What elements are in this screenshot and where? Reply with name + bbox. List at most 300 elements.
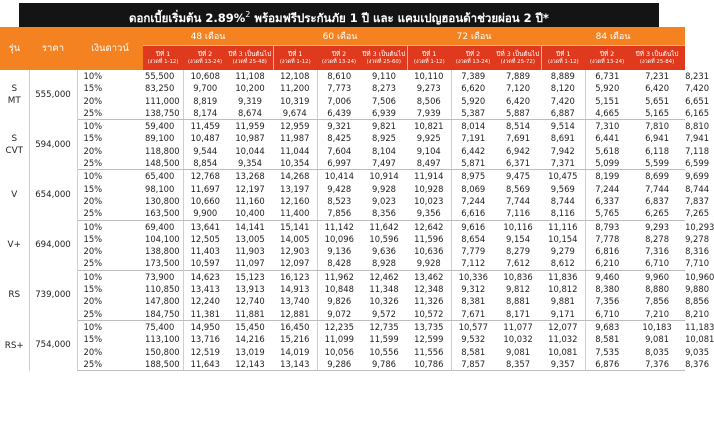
installment-cell: 12,599 [407, 333, 451, 345]
installment-cell: 9,428 [327, 183, 352, 194]
installment-cell: 12,519 [190, 346, 220, 357]
installment-cell: 9,928 [372, 183, 397, 194]
installment-cell: 8,854 [183, 157, 227, 170]
down-percent-cell: 25% [77, 207, 143, 220]
installment-cell: 9,136 [327, 246, 352, 257]
installment-cell: 5,651 [645, 95, 670, 106]
installment-cell: 5,920 [595, 83, 620, 94]
installment-cell: 10,928 [407, 183, 451, 195]
installment-cell: 10,572 [407, 308, 451, 321]
installment-cell: 11,962 [324, 271, 354, 282]
installment-cell: 8,744 [541, 195, 585, 207]
installment-cell: 8,881 [506, 296, 531, 307]
installment-cell: 11,381 [183, 308, 227, 321]
installment-cell: 8,569 [506, 183, 531, 194]
down-amount-cell: 163,500 [143, 207, 183, 220]
down-amount-cell: 118,800 [143, 145, 183, 157]
installment-cell: 14,913 [273, 283, 317, 295]
installment-cell: 13,735 [407, 320, 451, 333]
header-year-cell [495, 46, 541, 71]
installment-cell: 5,920 [461, 95, 486, 106]
installment-cell: 11,326 [407, 295, 451, 307]
installment-cell: 7,244 [461, 195, 486, 206]
table-row: 15% 113,100 13,716 14,216 15,216 11,099 11,599 12,599 9,532 10,032 11,032 8,581 9,081 10,081 [0, 333, 685, 345]
installment-cell: 10,821 [407, 120, 451, 133]
installment-cell: 10,096 [324, 233, 354, 244]
table-row: RS 739,000 10% 73,900 14,623 15,123 16,123 11,962 12,462 13,462 10,336 10,836 11,836 9,460 9,960 10,960 [0, 270, 685, 283]
table-row: S MT 555,000 10% 55,500 10,608 11,108 12,108 8,610 9,110 10,110 7,389 7,889 8,889 6,731 7,231 8,231 [0, 70, 685, 82]
installment-cell: 9,312 [461, 284, 486, 295]
model-cell [0, 70, 29, 120]
installment-cell: 9,821 [372, 121, 397, 132]
header-year-cell [143, 46, 183, 71]
header-year-label: ปีที่ 2 [599, 50, 615, 58]
installment-cell: 13,641 [190, 221, 220, 232]
installment-cell: 12,077 [541, 320, 585, 333]
down-amount-cell: 98,100 [143, 183, 183, 195]
installment-cell: 10,848 [324, 284, 354, 295]
header-year-label: ปีที่ 3 เป็นต้นไป [228, 50, 272, 58]
down-percent-cell: 10% [83, 121, 103, 132]
installment-cell: 7,497 [361, 157, 407, 170]
installment-cell: 10,636 [407, 245, 451, 257]
header-year-cell [407, 46, 451, 71]
installment-cell: 11,903 [235, 246, 265, 257]
header-year-label: ปีที่ 2 [465, 50, 481, 58]
installment-cell: 6,941 [645, 133, 670, 144]
installment-cell: 7,691 [506, 133, 531, 144]
installment-cell: 7,856 [317, 207, 361, 220]
installment-cell: 9,072 [317, 308, 361, 321]
installment-cell: 9,881 [541, 295, 585, 307]
down-amount-cell: 69,400 [143, 220, 183, 233]
header-year-cell [541, 46, 585, 71]
installment-cell: 7,857 [451, 358, 495, 371]
header-installment-range: (งวดที่ 25-60) [366, 59, 401, 65]
installment-cell: 7,006 [327, 95, 352, 106]
installment-cell: 10,414 [324, 171, 354, 182]
installment-cell: 7,773 [327, 83, 352, 94]
installment-cell: 13,462 [407, 270, 451, 283]
installment-cell: 6,731 [595, 71, 620, 81]
header-installment-range: (งวดที่ 13-24) [187, 59, 223, 65]
header-year-label: ปีที่ 3 เป็นต้นไป [635, 50, 679, 58]
installment-cell: 8,014 [461, 121, 486, 132]
installment-cell: 12,462 [369, 271, 399, 282]
installment-cell: 5,151 [595, 95, 620, 106]
installment-cell: 8,928 [361, 257, 407, 270]
installment-cell: 10,914 [369, 171, 399, 182]
installment-cell: 7,231 [645, 71, 670, 81]
header-installment-range: (งวดที่ 1-12) [147, 59, 179, 65]
table-body [0, 70, 714, 371]
installment-cell: 7,310 [595, 121, 620, 132]
table-row: 20% 118,800 9,544 10,044 11,044 7,604 8,104 9,104 6,442 6,942 7,942 5,618 6,118 7,118 [0, 145, 685, 157]
down-amount-cell: 89,100 [143, 132, 183, 144]
installment-cell: 8,356 [361, 207, 407, 220]
installment-cell: 9,319 [238, 95, 262, 106]
down-amount-cell: 184,750 [143, 308, 183, 321]
installment-cell: 10,032 [503, 334, 533, 345]
installment-cell: 7,116 [495, 207, 541, 220]
table-row: V 654,000 10% 65,400 12,768 13,268 14,268 10,414 10,914 11,914 8,975 9,475 10,475 8,199 8,699 9,699 [0, 170, 685, 183]
banner-offer-text: พร้อมฟรีประกันภัย 1 ปี และ แคมเปญฮอนด้าช่วยผ่อน 2 ปี* [254, 10, 549, 25]
installment-cell: 8,523 [327, 195, 352, 206]
installment-cell: 9,475 [506, 171, 531, 182]
model-name: S [11, 83, 18, 94]
header-installment-range: (งวดที่ 1-12) [547, 59, 579, 65]
installment-cell: 14,950 [190, 321, 220, 332]
installment-cell: 5,765 [585, 207, 629, 220]
installment-cell: 7,810 [645, 121, 670, 132]
installment-cell: 12,959 [273, 120, 317, 133]
installment-cell: 5,387 [451, 107, 495, 120]
installment-cell: 6,420 [506, 95, 531, 106]
header-year-cell [227, 46, 273, 71]
installment-cell: 8,793 [595, 221, 620, 232]
installment-cell: 5,099 [585, 157, 629, 170]
installment-cell: 8,699 [645, 171, 670, 182]
installment-cell: 12,143 [227, 358, 273, 371]
installment-cell: 7,389 [461, 71, 486, 81]
installment-cell: 8,612 [541, 257, 585, 270]
installment-cell: 11,032 [541, 333, 585, 345]
installment-cell: 6,997 [317, 157, 361, 170]
price-cell: 694,000 [29, 220, 77, 270]
header-year-cell [629, 46, 685, 71]
header-down-payment: เงินดาวน์ [77, 27, 143, 70]
installment-cell: 7,316 [645, 246, 670, 257]
installment-cell: 8,273 [372, 83, 397, 94]
installment-cell: 9,925 [407, 132, 451, 144]
header-model: รุ่น [0, 27, 29, 70]
installment-cell: 11,914 [407, 170, 451, 183]
installment-cell: 9,286 [317, 358, 361, 371]
down-percent-cell: 25% [77, 107, 143, 120]
installment-cell: 6,442 [461, 145, 486, 156]
installment-cell: 10,326 [369, 296, 399, 307]
down-percent-cell: 20% [83, 145, 103, 156]
installment-cell: 7,612 [495, 257, 541, 270]
installment-cell: 8,610 [327, 71, 352, 81]
installment-cell: 12,160 [273, 195, 317, 207]
installment-cell: 7,671 [451, 308, 495, 321]
down-percent-cell: 15% [83, 334, 103, 345]
installment-cell: 7,856 [645, 296, 670, 307]
installment-cell: 10,354 [273, 157, 317, 170]
installment-cell: 6,441 [595, 133, 620, 144]
installment-cell: 10,987 [235, 133, 265, 144]
installment-cell: 10,608 [190, 71, 220, 81]
installment-cell: 8,654 [461, 233, 486, 244]
down-percent-cell: 10% [83, 221, 103, 232]
installment-cell: 7,371 [541, 157, 585, 170]
installment-cell: 12,881 [273, 308, 317, 321]
installment-cell: 6,118 [645, 145, 670, 156]
installment-cell: 12,642 [407, 220, 451, 233]
installment-cell: 5,887 [495, 107, 541, 120]
installment-cell: 7,244 [595, 183, 620, 194]
installment-cell: 9,110 [372, 71, 397, 81]
installment-cell: 9,636 [372, 246, 397, 257]
installment-cell: 9,279 [541, 245, 585, 257]
installment-cell: 15,141 [273, 220, 317, 233]
table-row: S CVT 594,000 10% 59,400 11,459 11,959 12,959 9,321 9,821 10,821 8,014 8,514 9,514 7,310 7,810 8,810 [0, 120, 685, 133]
header-term-60: 60 เดือน [273, 27, 407, 46]
table-row: 25% 188,500 11,643 12,143 13,143 9,286 9,786 10,786 7,857 8,357 9,357 6,876 7,376 8,376 [0, 358, 685, 371]
model-name: V+ [7, 240, 21, 251]
installment-cell: 8,691 [541, 132, 585, 144]
installment-table [0, 27, 714, 371]
installment-cell: 9,616 [461, 221, 486, 232]
table-row: 25% 184,750 11,381 11,881 12,881 9,072 9,572 10,572 7,671 8,171 9,171 6,710 7,210 8,210 [0, 308, 685, 321]
installment-cell: 11,142 [324, 221, 354, 232]
installment-cell: 9,081 [645, 334, 670, 345]
installment-cell: 8,357 [495, 358, 541, 371]
installment-cell: 11,987 [273, 132, 317, 144]
installment-cell: 6,942 [506, 145, 531, 156]
installment-cell: 9,460 [595, 271, 620, 282]
installment-cell: 6,616 [451, 207, 495, 220]
model-cell [0, 170, 29, 220]
installment-cell: 10,044 [235, 145, 265, 156]
installment-cell: 12,240 [190, 296, 220, 307]
down-amount-cell: 147,800 [143, 295, 183, 307]
table-row: 25% 148,500 8,854 9,354 10,354 6,997 7,497 8,497 5,871 6,371 7,371 5,099 5,599 6,599 [0, 157, 685, 170]
installment-cell: 9,674 [273, 107, 317, 120]
installment-cell: 5,599 [629, 157, 685, 170]
installment-cell: 7,889 [506, 71, 531, 81]
installment-cell: 8,199 [595, 171, 620, 182]
installment-cell: 8,425 [327, 133, 352, 144]
installment-cell: 9,357 [541, 358, 585, 371]
installment-cell: 8,380 [595, 284, 620, 295]
price-cell: 754,000 [29, 320, 77, 370]
header-year-label: ปีที่ 2 [331, 50, 347, 58]
down-amount-cell: 104,100 [143, 233, 183, 245]
installment-cell: 10,596 [369, 233, 399, 244]
installment-cell: 11,643 [183, 358, 227, 371]
down-percent-cell: 10% [83, 71, 103, 81]
installment-cell: 8,880 [645, 284, 670, 295]
installment-cell: 10,556 [369, 346, 399, 357]
installment-cell: 14,268 [273, 170, 317, 183]
header-year-label: ปีที่ 1 [556, 50, 571, 58]
header-year-cell [585, 46, 629, 71]
installment-cell: 9,700 [193, 83, 218, 94]
installment-cell: 9,356 [407, 207, 451, 220]
installment-cell: 6,887 [541, 107, 585, 120]
header-installment-range: (งวดที่ 1-12) [413, 59, 445, 65]
header-term-72: 72 เดือน [407, 27, 541, 46]
header-year-label: ปีที่ 1 [155, 50, 171, 58]
model-name: V [11, 189, 18, 200]
installment-cell: 9,104 [407, 145, 451, 157]
installment-cell: 8,819 [193, 95, 218, 106]
price-cell: 555,000 [29, 70, 77, 120]
down-amount-cell: 138,750 [143, 107, 183, 120]
installment-cell: 7,535 [595, 346, 620, 357]
installment-cell: 7,120 [506, 83, 531, 94]
table-row: 15% 110,850 13,413 13,913 14,913 10,848 11,348 12,348 9,312 9,812 10,812 8,380 8,880 9,880 [0, 283, 685, 295]
down-percent-cell: 15% [83, 83, 103, 94]
down-percent-cell: 15% [83, 284, 103, 295]
down-amount-cell: 55,500 [143, 70, 183, 82]
installment-cell: 9,683 [595, 321, 620, 332]
down-percent-cell: 20% [83, 95, 103, 106]
table-row: 15% 89,100 10,487 10,987 11,987 8,425 8,925 9,925 7,191 7,691 8,691 6,441 6,941 7,941 [0, 132, 685, 144]
installment-cell: 10,056 [324, 346, 354, 357]
installment-cell: 10,023 [407, 195, 451, 207]
installment-cell: 9,532 [461, 334, 486, 345]
header-year-label: ปีที่ 2 [197, 50, 213, 58]
installment-cell: 10,475 [541, 170, 585, 183]
header-year-label: ปีที่ 3 เป็นต้นไป [362, 50, 406, 58]
down-amount-cell: 130,800 [143, 195, 183, 207]
installment-cell: 12,348 [407, 283, 451, 295]
installment-cell: 13,143 [273, 358, 317, 371]
down-percent-cell: 25% [77, 157, 143, 170]
model-transmission: MT [7, 95, 21, 106]
down-percent-cell: 15% [83, 233, 103, 244]
installment-cell: 13,005 [235, 233, 265, 244]
installment-cell: 10,597 [183, 257, 227, 270]
installment-cell: 8,035 [645, 346, 670, 357]
price-cell: 739,000 [29, 270, 77, 320]
installment-cell: 12,505 [190, 233, 220, 244]
installment-cell: 6,620 [461, 83, 486, 94]
installment-cell: 5,165 [629, 107, 685, 120]
installment-cell: 9,826 [327, 296, 352, 307]
installment-cell: 11,836 [541, 270, 585, 283]
installment-cell: 5,618 [595, 145, 620, 156]
installment-cell: 14,005 [273, 233, 317, 245]
down-percent-cell: 20% [83, 296, 103, 307]
installment-cell: 6,210 [585, 257, 629, 270]
installment-cell: 11,403 [190, 246, 220, 257]
down-percent-cell: 10% [83, 271, 103, 282]
installment-cell: 10,116 [503, 221, 533, 232]
installment-cell: 7,112 [451, 257, 495, 270]
installment-cell: 8,104 [372, 145, 397, 156]
table-row: 20% 138,800 11,403 11,903 12,903 9,136 9,636 10,636 7,779 8,279 9,279 6,816 7,316 8,316 [0, 245, 685, 257]
installment-cell: 8,174 [183, 107, 227, 120]
installment-cell: 8,674 [227, 107, 273, 120]
down-amount-cell: 150,800 [143, 346, 183, 358]
header-year-cell [183, 46, 227, 71]
table-row: 20% 130,800 10,660 11,160 12,160 8,523 9,023 10,023 7,244 7,744 8,744 6,337 6,837 7,837 [0, 195, 685, 207]
installment-cell: 9,960 [645, 271, 670, 282]
installment-cell: 10,577 [458, 321, 488, 332]
installment-cell: 9,928 [407, 257, 451, 270]
installment-cell: 11,459 [190, 121, 220, 132]
installment-cell: 11,400 [273, 207, 317, 220]
installment-cell: 9,514 [541, 120, 585, 133]
installment-cell: 8,497 [407, 157, 451, 170]
installment-cell: 10,660 [190, 195, 220, 206]
down-percent-cell: 15% [83, 183, 103, 194]
installment-cell: 8,171 [495, 308, 541, 321]
installment-cell: 8,889 [541, 70, 585, 82]
installment-cell: 10,200 [235, 83, 265, 94]
installment-cell: 13,268 [235, 171, 265, 182]
installment-cell: 14,141 [235, 221, 265, 232]
table-row: 20% 111,000 8,819 9,319 10,319 7,006 7,506 8,506 5,920 6,420 7,420 5,151 5,651 6,651 [0, 95, 685, 107]
installment-cell: 6,816 [595, 246, 620, 257]
model-cell [0, 270, 29, 320]
installment-cell: 10,319 [273, 95, 317, 107]
installment-cell: 12,740 [235, 296, 265, 307]
header-installment-range: (งวดที่ 13-24) [321, 59, 357, 65]
down-amount-cell: 75,400 [143, 320, 183, 333]
installment-cell: 8,069 [461, 183, 486, 194]
installment-cell: 8,925 [372, 133, 397, 144]
installment-cell: 6,939 [361, 107, 407, 120]
banner-rate-text: ดอกเบี้ยเริ่มต้น 2.89% [129, 10, 246, 25]
installment-cell: 9,812 [506, 284, 531, 295]
table-row: 15% 98,100 11,697 12,197 13,197 9,428 9,928 10,928 8,069 8,569 9,569 7,244 7,744 8,744 [0, 183, 685, 195]
header-term-84: 84 เดือน [541, 27, 685, 46]
table-row: 20% 147,800 12,240 12,740 13,740 9,826 10,326 11,326 8,381 8,881 9,881 7,356 7,856 8,856 [0, 295, 685, 307]
installment-cell: 14,019 [273, 346, 317, 358]
model-cell [0, 320, 29, 370]
price-cell: 594,000 [29, 120, 77, 170]
installment-cell: 12,235 [324, 321, 354, 332]
down-amount-cell: 113,100 [143, 333, 183, 345]
down-percent-cell: 15% [83, 133, 103, 144]
installment-cell: 10,487 [190, 133, 220, 144]
down-amount-cell: 65,400 [143, 170, 183, 183]
installment-cell: 7,778 [595, 233, 620, 244]
installment-cell: 6,337 [595, 195, 620, 206]
installment-cell: 6,710 [585, 308, 629, 321]
header-installment-range: (งวดที่ 13-24) [455, 59, 491, 65]
down-percent-cell: 20% [83, 346, 103, 357]
installment-cell: 15,216 [273, 333, 317, 345]
installment-cell: 16,450 [273, 320, 317, 333]
installment-cell: 10,154 [541, 233, 585, 245]
header-row-terms [0, 27, 685, 46]
down-percent-cell: 10% [83, 321, 103, 332]
installment-cell: 9,569 [541, 183, 585, 195]
installment-cell: 7,744 [506, 195, 531, 206]
installment-cell: 9,293 [645, 221, 670, 232]
table-row: 25% 138,750 8,174 8,674 9,674 6,439 6,939 7,939 5,387 5,887 6,887 4,665 5,165 6,165 [0, 107, 685, 120]
down-percent-cell: 20% [83, 195, 103, 206]
installment-cell: 8,428 [317, 257, 361, 270]
installment-cell: 12,197 [235, 183, 265, 194]
table-row: 15% 104,100 12,505 13,005 14,005 10,096 10,596 11,596 8,654 9,154 10,154 7,778 8,278 9,278 [0, 233, 685, 245]
installment-cell: 10,110 [407, 70, 451, 82]
installment-cell: 13,740 [273, 295, 317, 307]
installment-cell: 11,881 [227, 308, 273, 321]
down-amount-cell: 188,500 [143, 358, 183, 371]
table-row: 15% 83,250 9,700 10,200 11,200 7,773 8,273 9,273 6,620 7,120 8,120 5,920 6,420 7,420 [0, 82, 685, 94]
installment-cell: 6,837 [645, 195, 670, 206]
installment-cell: 7,506 [372, 95, 397, 106]
down-amount-cell: 73,900 [143, 270, 183, 283]
installment-cell: 9,023 [372, 195, 397, 206]
header-year-label: ปีที่ 3 เป็นต้นไป [496, 50, 540, 58]
installment-cell: 6,265 [629, 207, 685, 220]
installment-cell: 8,506 [407, 95, 451, 107]
installment-cell: 7,376 [629, 358, 685, 371]
installment-cell: 10,081 [541, 346, 585, 358]
installment-cell: 9,171 [541, 308, 585, 321]
installment-cell: 15,450 [235, 321, 265, 332]
down-amount-cell: 110,850 [143, 283, 183, 295]
header-installment-range: (งวดที่ 25-84) [639, 59, 675, 65]
